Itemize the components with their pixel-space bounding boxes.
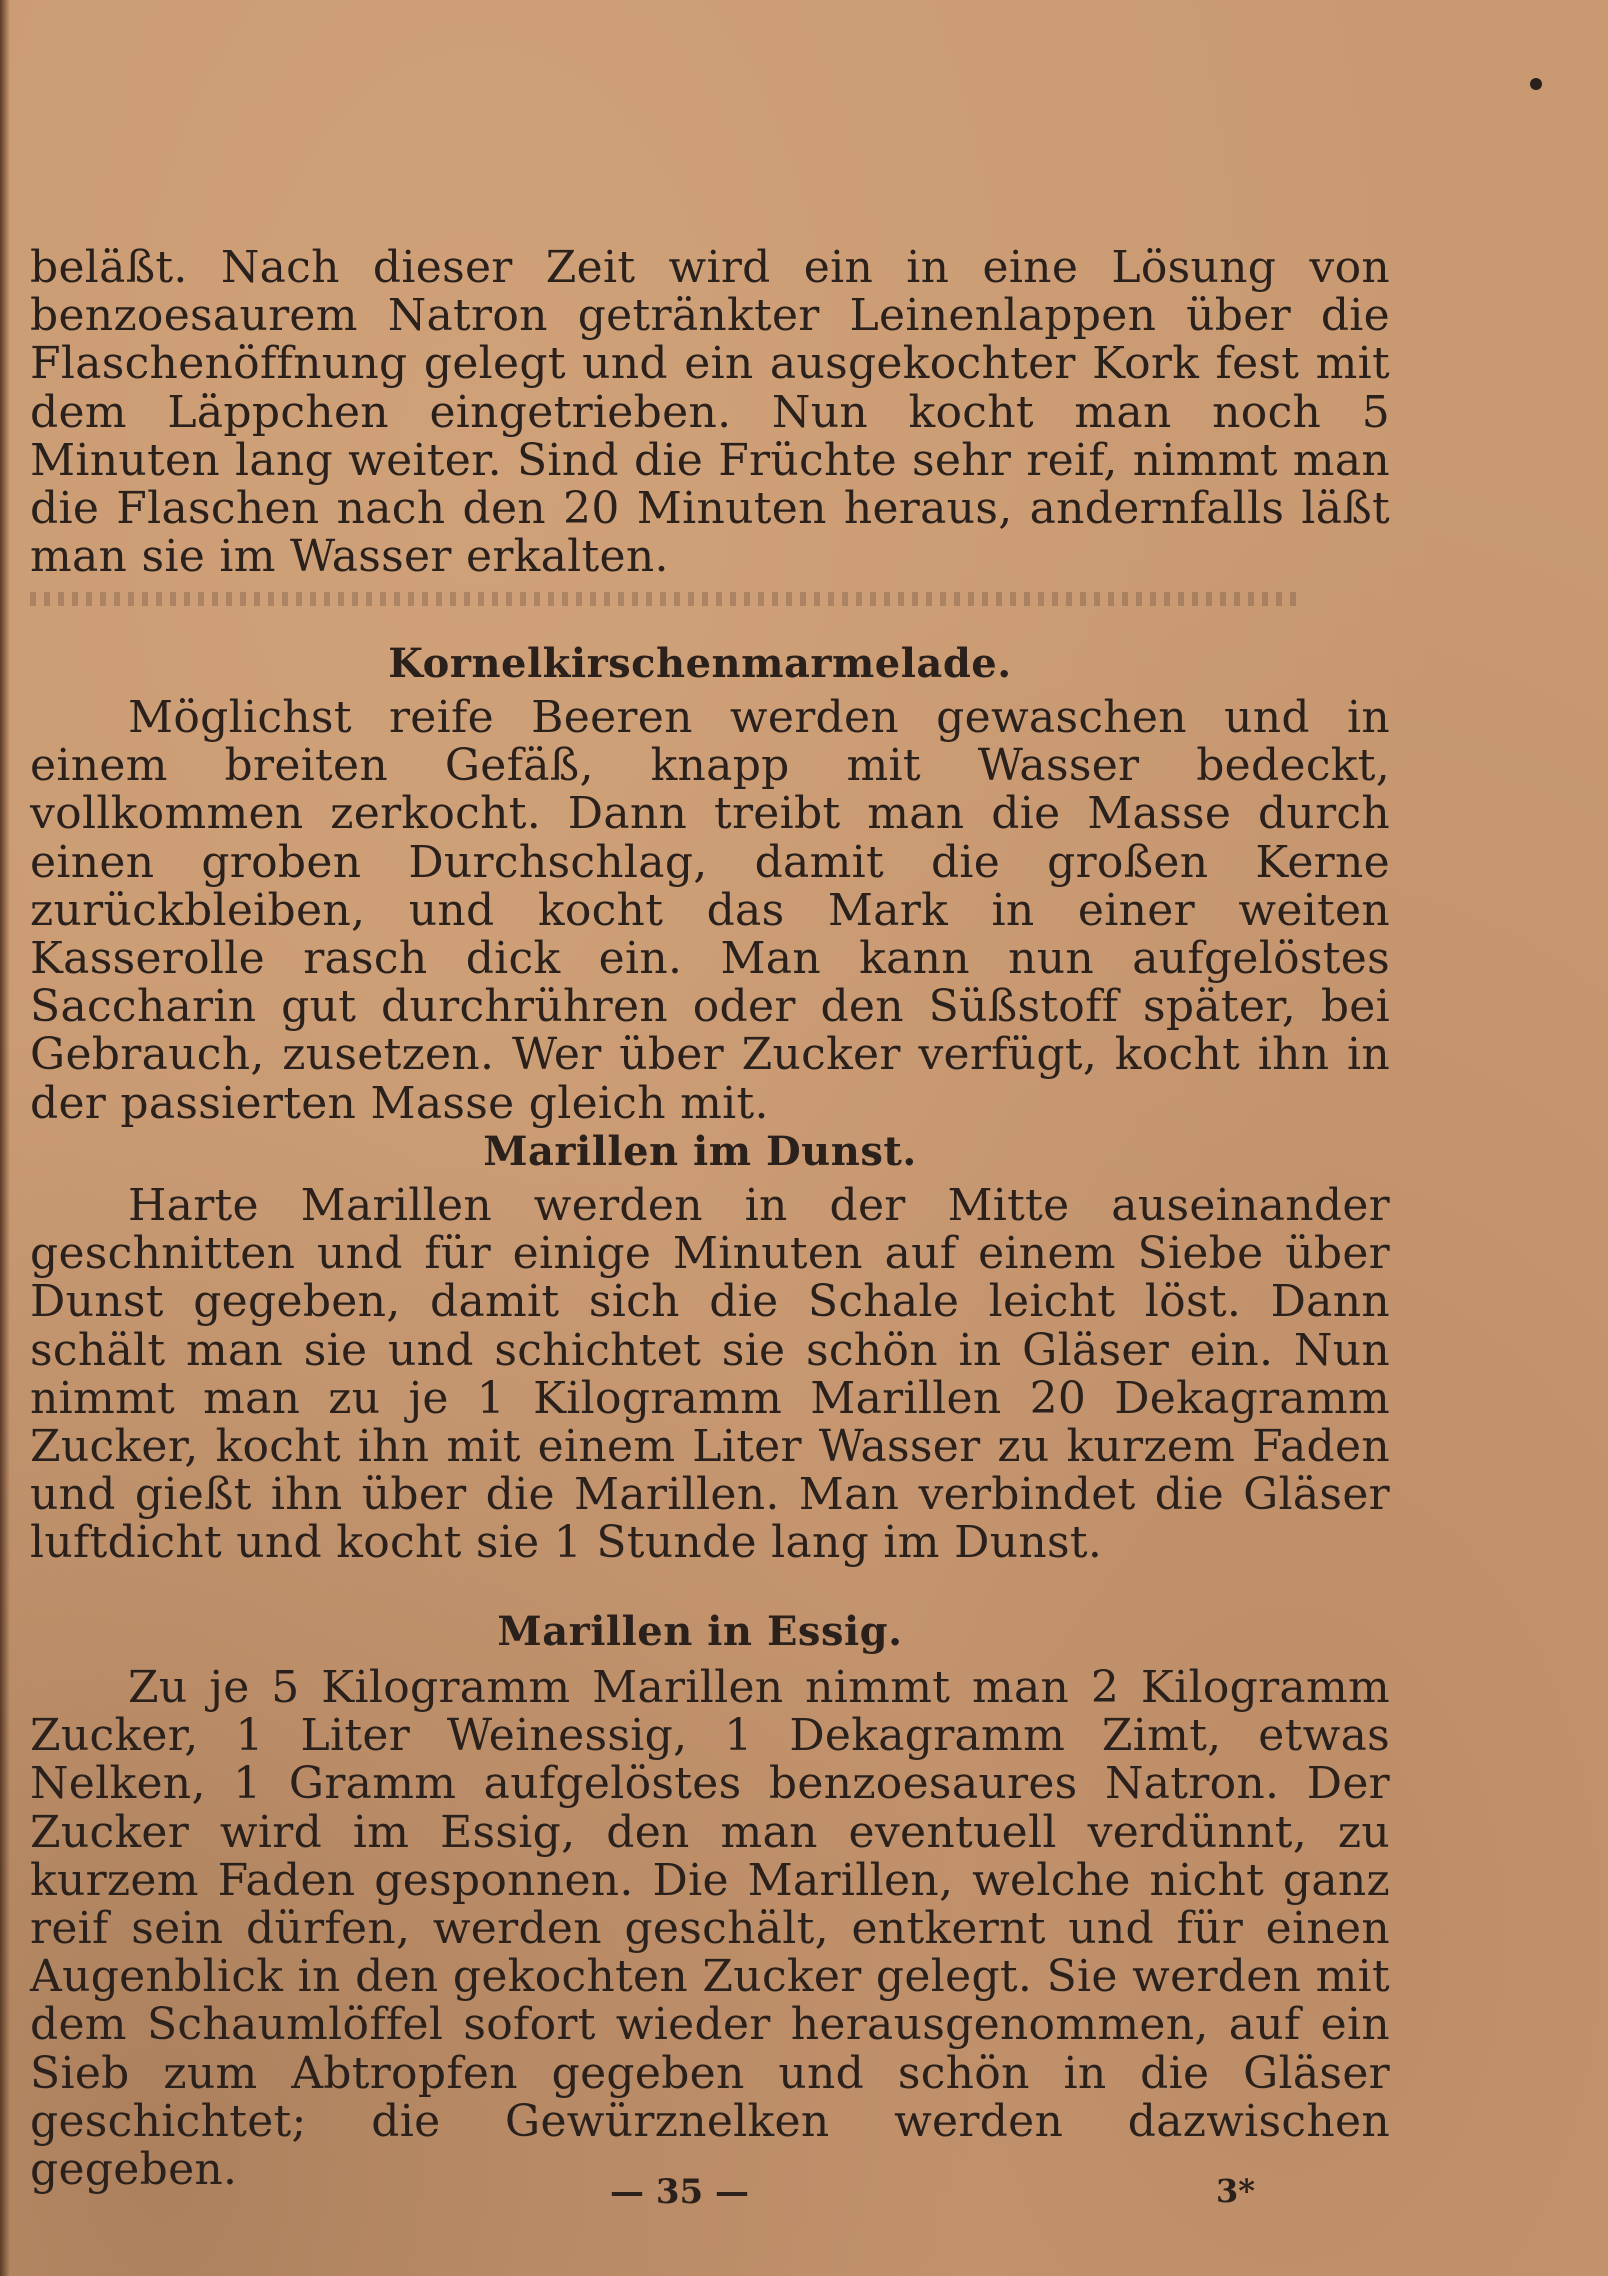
paragraph-marillen-im-dunst bbox=[30, 1182, 1390, 1568]
ink-speck bbox=[1530, 78, 1542, 90]
paragraph-text: Zu je 5 Kilogramm Marillen nimmt man 2 Kilogramm Zucker, 1 Liter Weinessig, 1 Dekagramm Zimt, etwas Nelken, 1 Gramm aufgelöstes benzoesaures Natron. Der Zucker wird im Essig, den man eventuell verdünnt, zu kurzem Faden gesponnen. Die Marillen, welche nicht ganz reif sein dürfen, werden geschält, entkernt und für einen Augenblick in den gekochten Zucker gelegt. Sie werden mit dem Schaumlöffel sofort wieder herausgenommen, auf ein Sieb zum Abtropfen gegeben und schön in die Gläser geschichtet; die Gewürznelken werden dazwischen gegeben. bbox=[30, 1662, 1390, 2196]
paragraph-text: Möglichst reife Beeren werden gewaschen und in einem breiten Gefäß, knapp mit Wasser bedeckt, vollkommen zerkocht. Dann treibt man die Masse durch einen groben Durchschlag, damit die großen Kerne zurückbleiben, und kocht das Mark in einer weiten Kasserolle rasch dick ein. Man kann nun aufgelöstes Saccharin gut durchrühren oder den Süßstoff später, bei Gebrauch, zusetzen. Wer über Zucker verfügt, kocht ihn in der passierten Masse gleich mit. bbox=[30, 692, 1390, 1129]
page-number: — 35 — bbox=[610, 2172, 749, 2212]
paragraph-text: Harte Marillen werden in der Mitte auseinander geschnitten und für einige Minuten auf einem Siebe über Dunst gegeben, damit sich die Schale leicht löst. Dann schält man sie und schichtet sie schön in Gläser ein. Nun nimmt man zu je 1 Kilogramm Marillen 20 Dekagramm Zucker, kocht ihn mit einem Liter Wasser zu kurzem Faden und gießt ihn über die Marillen. Man verbindet die Gläser luftdicht und kocht sie 1 Stunde lang im Dunst. bbox=[30, 1180, 1390, 1569]
paragraph-marillen-in-essig bbox=[30, 1664, 1390, 2194]
signature-mark: 3* bbox=[1216, 2172, 1255, 2210]
heading-marillen-in-essig: Marillen in Essig. bbox=[497, 1608, 903, 1655]
heading-marillen-im-dunst: Marillen im Dunst. bbox=[483, 1128, 917, 1175]
paragraph-continuation bbox=[30, 244, 1390, 581]
paragraph-text: beläßt. Nach dieser Zeit wird ein in eine Lösung von benzoesaurem Natron getränkter Leinenlappen über die Flaschenöffnung gelegt und ein ausgekochter Kork fest mit dem Läppchen eingetrieben. Nun kocht man noch 5 Minuten lang weiter. Sind die Früchte sehr reif, nimmt man die Flaschen nach den 20 Minuten heraus, andernfalls läßt man sie im Wasser erkalten. bbox=[30, 242, 1390, 583]
section-divider bbox=[30, 592, 1300, 606]
heading-kornelkirschenmarmelade: Kornelkirschenmarmelade. bbox=[388, 640, 1012, 687]
paragraph-kornelkirschenmarmelade bbox=[30, 694, 1390, 1128]
